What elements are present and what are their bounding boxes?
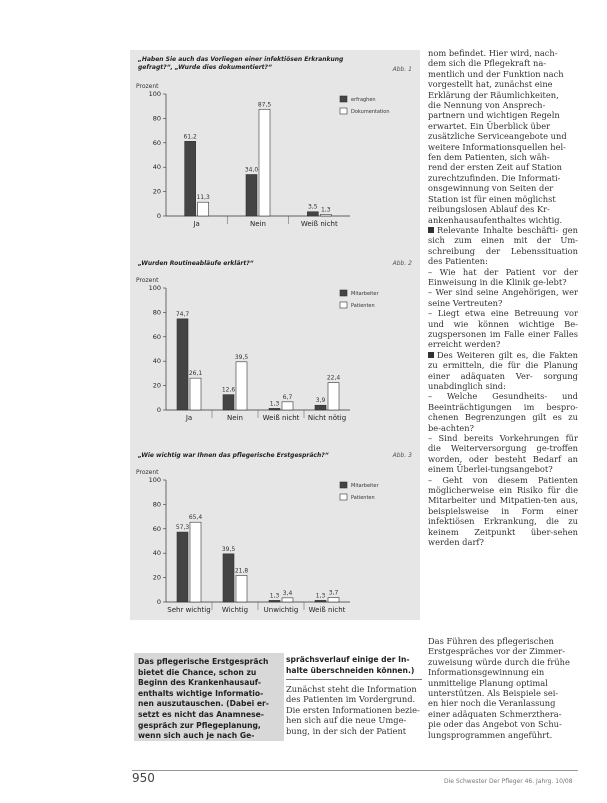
text-line: lungsprogrammen angeführt.: [428, 729, 553, 740]
right-column-text: [428, 48, 578, 548]
x-tick-label: Nein: [227, 414, 243, 422]
summary-line: bietet die Chance, schon zu: [138, 667, 257, 677]
legend-swatch: [340, 494, 347, 500]
bullet-1-text: Relevante Inhalte beschäfti- gen sich zum einen mit der Um- schreibung der Lebenssituation des Patienten:: [428, 224, 578, 267]
summary-line: nen auszutauschen. (Dabei er-: [138, 699, 269, 709]
bar: [315, 405, 326, 410]
y-axis-label: Prozent: [136, 469, 159, 476]
bar: [198, 202, 209, 216]
data-label: 3,9: [315, 397, 326, 405]
right-column-paragraph: [428, 48, 578, 225]
y-tick-label: 0: [156, 598, 161, 606]
bullet-square-icon: [428, 227, 434, 233]
x-tick-label: Weiß nicht: [300, 220, 338, 228]
text-line: fen dem Patienten, sich wäh-: [428, 152, 550, 163]
text-line: Informationsgewinnung ein: [428, 667, 545, 678]
figure-2-label: Abb. 2: [392, 260, 412, 267]
figure-2: [130, 254, 420, 444]
text-line: onsgewinnung von Seiten der: [428, 183, 554, 194]
text-line: rend der ersten Zeit auf Station: [428, 162, 562, 173]
text-line: ankenhausaufenthaltes wichtig.: [428, 214, 563, 225]
data-label: 57,3: [175, 524, 190, 532]
text-line: bung, in der sich der Patient: [286, 725, 407, 736]
text-line: Die ersten Informationen bezie-: [286, 704, 420, 715]
legend-swatch: [340, 290, 347, 296]
x-tick-label: Sehr wichtig: [167, 606, 211, 614]
y-tick-label: 40: [152, 549, 161, 558]
data-label: 61,2: [183, 133, 197, 141]
bar: [236, 575, 247, 602]
summary-line: halte überschneiden können.): [286, 665, 415, 675]
bar: [177, 532, 188, 602]
bar: [328, 383, 339, 410]
figure-2-chart: [130, 270, 420, 440]
dash-item: – Sind bereits Vorkehrungen für die Weiterversorgung ge-troffen worden, oder besteht Bedarf an einem Überlei-tungsangebot?: [428, 433, 578, 475]
data-label: 1,3: [321, 206, 331, 214]
text-line: Erstgespräches vor der Zimmer-: [428, 646, 566, 657]
x-tick-label: Ja: [193, 220, 200, 228]
legend-swatch: [340, 302, 347, 308]
data-label: 3,4: [282, 589, 293, 597]
bar: [328, 597, 339, 602]
data-label: 21,8: [234, 567, 249, 575]
y-tick-label: 60: [152, 524, 161, 533]
text-line: Erklärung der Räumlichkeiten,: [428, 89, 559, 100]
dash-item: – Geht von diesem Patienten möglicherweise ein Risiko für die Mitarbeiter und Mitpatien-ten aus, beispielsweise in Form einer infektiösen Erkrankung, die zu keinem Zeitpunkt über-sehen werden darf?: [428, 474, 578, 548]
bar: [269, 408, 280, 410]
x-tick-label: Nein: [250, 220, 266, 228]
x-tick-label: Weiß nicht: [262, 414, 300, 422]
summary-line: Beginn des Krankenhausauf-: [138, 678, 262, 688]
data-label: 11,3: [196, 194, 210, 202]
bar: [246, 175, 257, 216]
data-label: 6,7: [282, 393, 293, 401]
bar: [282, 598, 293, 602]
data-label: 3,7: [328, 589, 339, 597]
legend-label: Patienten: [351, 303, 375, 309]
bar: [307, 212, 318, 216]
y-axis-label: Prozent: [136, 277, 159, 284]
dash-item: – Wie hat der Patient vor der Einweisung in die Klinik ge-lebt?: [428, 266, 578, 287]
legend-swatch: [340, 96, 347, 102]
text-line: einer adäquaten Schmerzthera-: [428, 708, 562, 719]
x-tick-label: Wichtig: [221, 606, 249, 614]
summary-line: sprächsverlauf einige der In-: [286, 655, 410, 664]
summary-line: enthalts wichtige Informatio-: [138, 688, 264, 698]
y-tick-label: 40: [152, 357, 161, 366]
data-label: 65,4: [188, 514, 203, 522]
legend-label: Mitarbeiter: [351, 483, 379, 489]
x-tick-label: Ja: [185, 414, 193, 422]
x-tick-label: Nicht nötig: [307, 414, 347, 422]
bar: [282, 402, 293, 410]
y-tick-label: 60: [152, 138, 161, 147]
text-line: vorgestellt hat, zunächst eine: [428, 79, 553, 90]
text-line: partnern und wichtigen Regeln: [428, 110, 560, 121]
text-line: Das Führen des pflegerischen: [428, 636, 555, 646]
footer-divider: [132, 770, 578, 771]
x-tick-label: Weiß nicht: [308, 606, 346, 614]
legend-label: erfraghen: [351, 97, 376, 103]
figure-3-title: „Wie wichtig war Ihnen das pflegerische Erstgespräch?“: [138, 452, 329, 459]
data-label: 1,3: [269, 400, 280, 408]
text-line: Zunächst steht die Information: [286, 684, 417, 694]
text-line: unmittelige Planung optimal: [428, 677, 548, 688]
y-axis-label: Prozent: [136, 83, 159, 90]
text-line: dem sich die Pflegekraft na-: [428, 58, 547, 69]
text-line: nom befindet. Hier wird, nach-: [428, 48, 558, 58]
right-column-dash-list-2: [428, 391, 578, 547]
dash-item: – Wer sind seine Angehörigen, wer seine Vertreuten?: [428, 287, 578, 308]
journal-reference: Die Schwester Der Pfleger 46. Jahrg. 10/08: [444, 778, 573, 785]
text-line: zuweisung würde durch die frühe: [428, 656, 570, 667]
legend-label: Patienten: [351, 495, 375, 501]
data-label: 39,5: [234, 353, 249, 361]
right-column-dash-list-1: [428, 267, 578, 350]
figure-panel: [130, 50, 420, 620]
data-label: 1,3: [315, 592, 326, 600]
y-tick-label: 20: [152, 573, 161, 582]
y-tick-label: 40: [152, 163, 161, 172]
summary-box: [134, 653, 284, 741]
summary-line: setzt es nicht das Anamnese-: [138, 709, 264, 719]
bar: [259, 109, 270, 216]
right-column-bullet-1: [428, 225, 578, 267]
text-line: zurechtzufinden. Die Informati-: [428, 172, 561, 183]
dash-item: – Welche Gesundheits- und Beeinträchtigungen im bespro-chenen Begrenzungen gilt es zu be-achten?: [428, 391, 578, 433]
data-label: 34,0: [244, 166, 259, 174]
data-label: 87,5: [257, 101, 272, 109]
summary-line: gespräch zur Pflegeplanung,: [138, 720, 261, 730]
text-line: des Patienten im Vordergrund.: [286, 694, 416, 705]
y-tick-label: 100: [148, 90, 161, 98]
legend-swatch: [340, 108, 347, 114]
bar: [177, 319, 188, 410]
figure-1-title: „Haben Sie auch das Vorliegen einer infektiösen Erkrankung gefragt?“, „Wurde dies dokumentiert?“: [138, 56, 344, 71]
dash-item: – Liegt etwa eine Betreuung vor und wie können wichtige Be-zugspersonen im Falle einer Falles erreicht werden?: [428, 308, 578, 350]
text-line: unterstützen. Als Beispiele sei-: [428, 688, 559, 699]
bar: [269, 600, 280, 602]
data-label: 39,5: [221, 545, 236, 553]
y-tick-label: 60: [152, 332, 161, 341]
bar: [315, 600, 326, 602]
text-line: pie oder das Angebot von Schu-: [428, 719, 562, 730]
y-tick-label: 0: [156, 212, 161, 220]
summary-line: Das pflegerische Erstgespräch: [138, 657, 269, 666]
y-tick-label: 80: [152, 114, 161, 123]
figure-3-chart: [130, 462, 420, 632]
summary-text: [138, 657, 280, 742]
summary-line: wenn sich auch je nach Ge-: [138, 731, 255, 741]
y-tick-label: 20: [152, 381, 161, 390]
text-line: hen sich auf die neue Umge-: [286, 715, 407, 726]
right-column-bullet-2: [428, 350, 578, 392]
bar: [185, 141, 196, 216]
summary-continued: [286, 655, 422, 676]
bar: [223, 554, 234, 602]
text-line: Station ist für einen möglichst: [428, 193, 556, 204]
data-label: 3,5: [308, 203, 318, 211]
y-tick-label: 20: [152, 187, 161, 196]
page-number: 950: [132, 771, 155, 785]
y-tick-label: 80: [152, 500, 161, 509]
y-tick-label: 100: [148, 284, 161, 292]
bar: [223, 395, 234, 410]
figure-3: [130, 446, 420, 636]
data-label: 12,6: [221, 386, 236, 394]
text-line: zusätzliche Serviceangebote und: [428, 131, 567, 142]
bar: [190, 522, 201, 602]
figure-1-chart: [130, 76, 420, 246]
data-label: 74,7: [175, 310, 190, 318]
y-tick-label: 0: [156, 406, 161, 414]
data-label: 26,1: [188, 370, 203, 378]
y-tick-label: 80: [152, 308, 161, 317]
text-line: mentlich und der Funktion nach: [428, 68, 564, 79]
right-column-bottom-text: [428, 636, 578, 740]
data-label: 22,4: [326, 374, 341, 382]
text-line: weitere Informationsquellen hel-: [428, 141, 566, 152]
figure-3-label: Abb. 3: [392, 452, 412, 459]
legend-swatch: [340, 482, 347, 488]
middle-column-text: [286, 684, 422, 736]
text-line: die Nennung von Ansprech-: [428, 100, 546, 111]
text-line: en hier noch die Veranlassung: [428, 698, 556, 709]
figure-1-label: Abb. 1: [392, 66, 412, 73]
text-line: erwartet. Ein Überblick über: [428, 120, 551, 131]
x-tick-label: Unwichtig: [263, 606, 299, 614]
bar: [236, 362, 247, 410]
bar: [320, 214, 331, 216]
figure-1: [130, 50, 420, 246]
bullet-square-icon: [428, 352, 434, 358]
legend-label: Mitarbeiter: [351, 291, 379, 297]
legend-label: Dokumentation: [351, 109, 390, 115]
divider: [286, 679, 422, 680]
bullet-2-text: Des Weiteren gilt es, die Fakten zu ermitteln, die für die Planung einer adäquaten Ver- sorgung unabdinglich sind:: [428, 349, 578, 391]
data-label: 1,3: [269, 592, 280, 600]
bar: [190, 378, 201, 410]
figure-2-title: „Wurden Routineabläufe erklärt?“: [138, 260, 254, 267]
text-line: reibungslosen Ablauf des Kr-: [428, 204, 550, 215]
y-tick-label: 100: [148, 476, 161, 484]
